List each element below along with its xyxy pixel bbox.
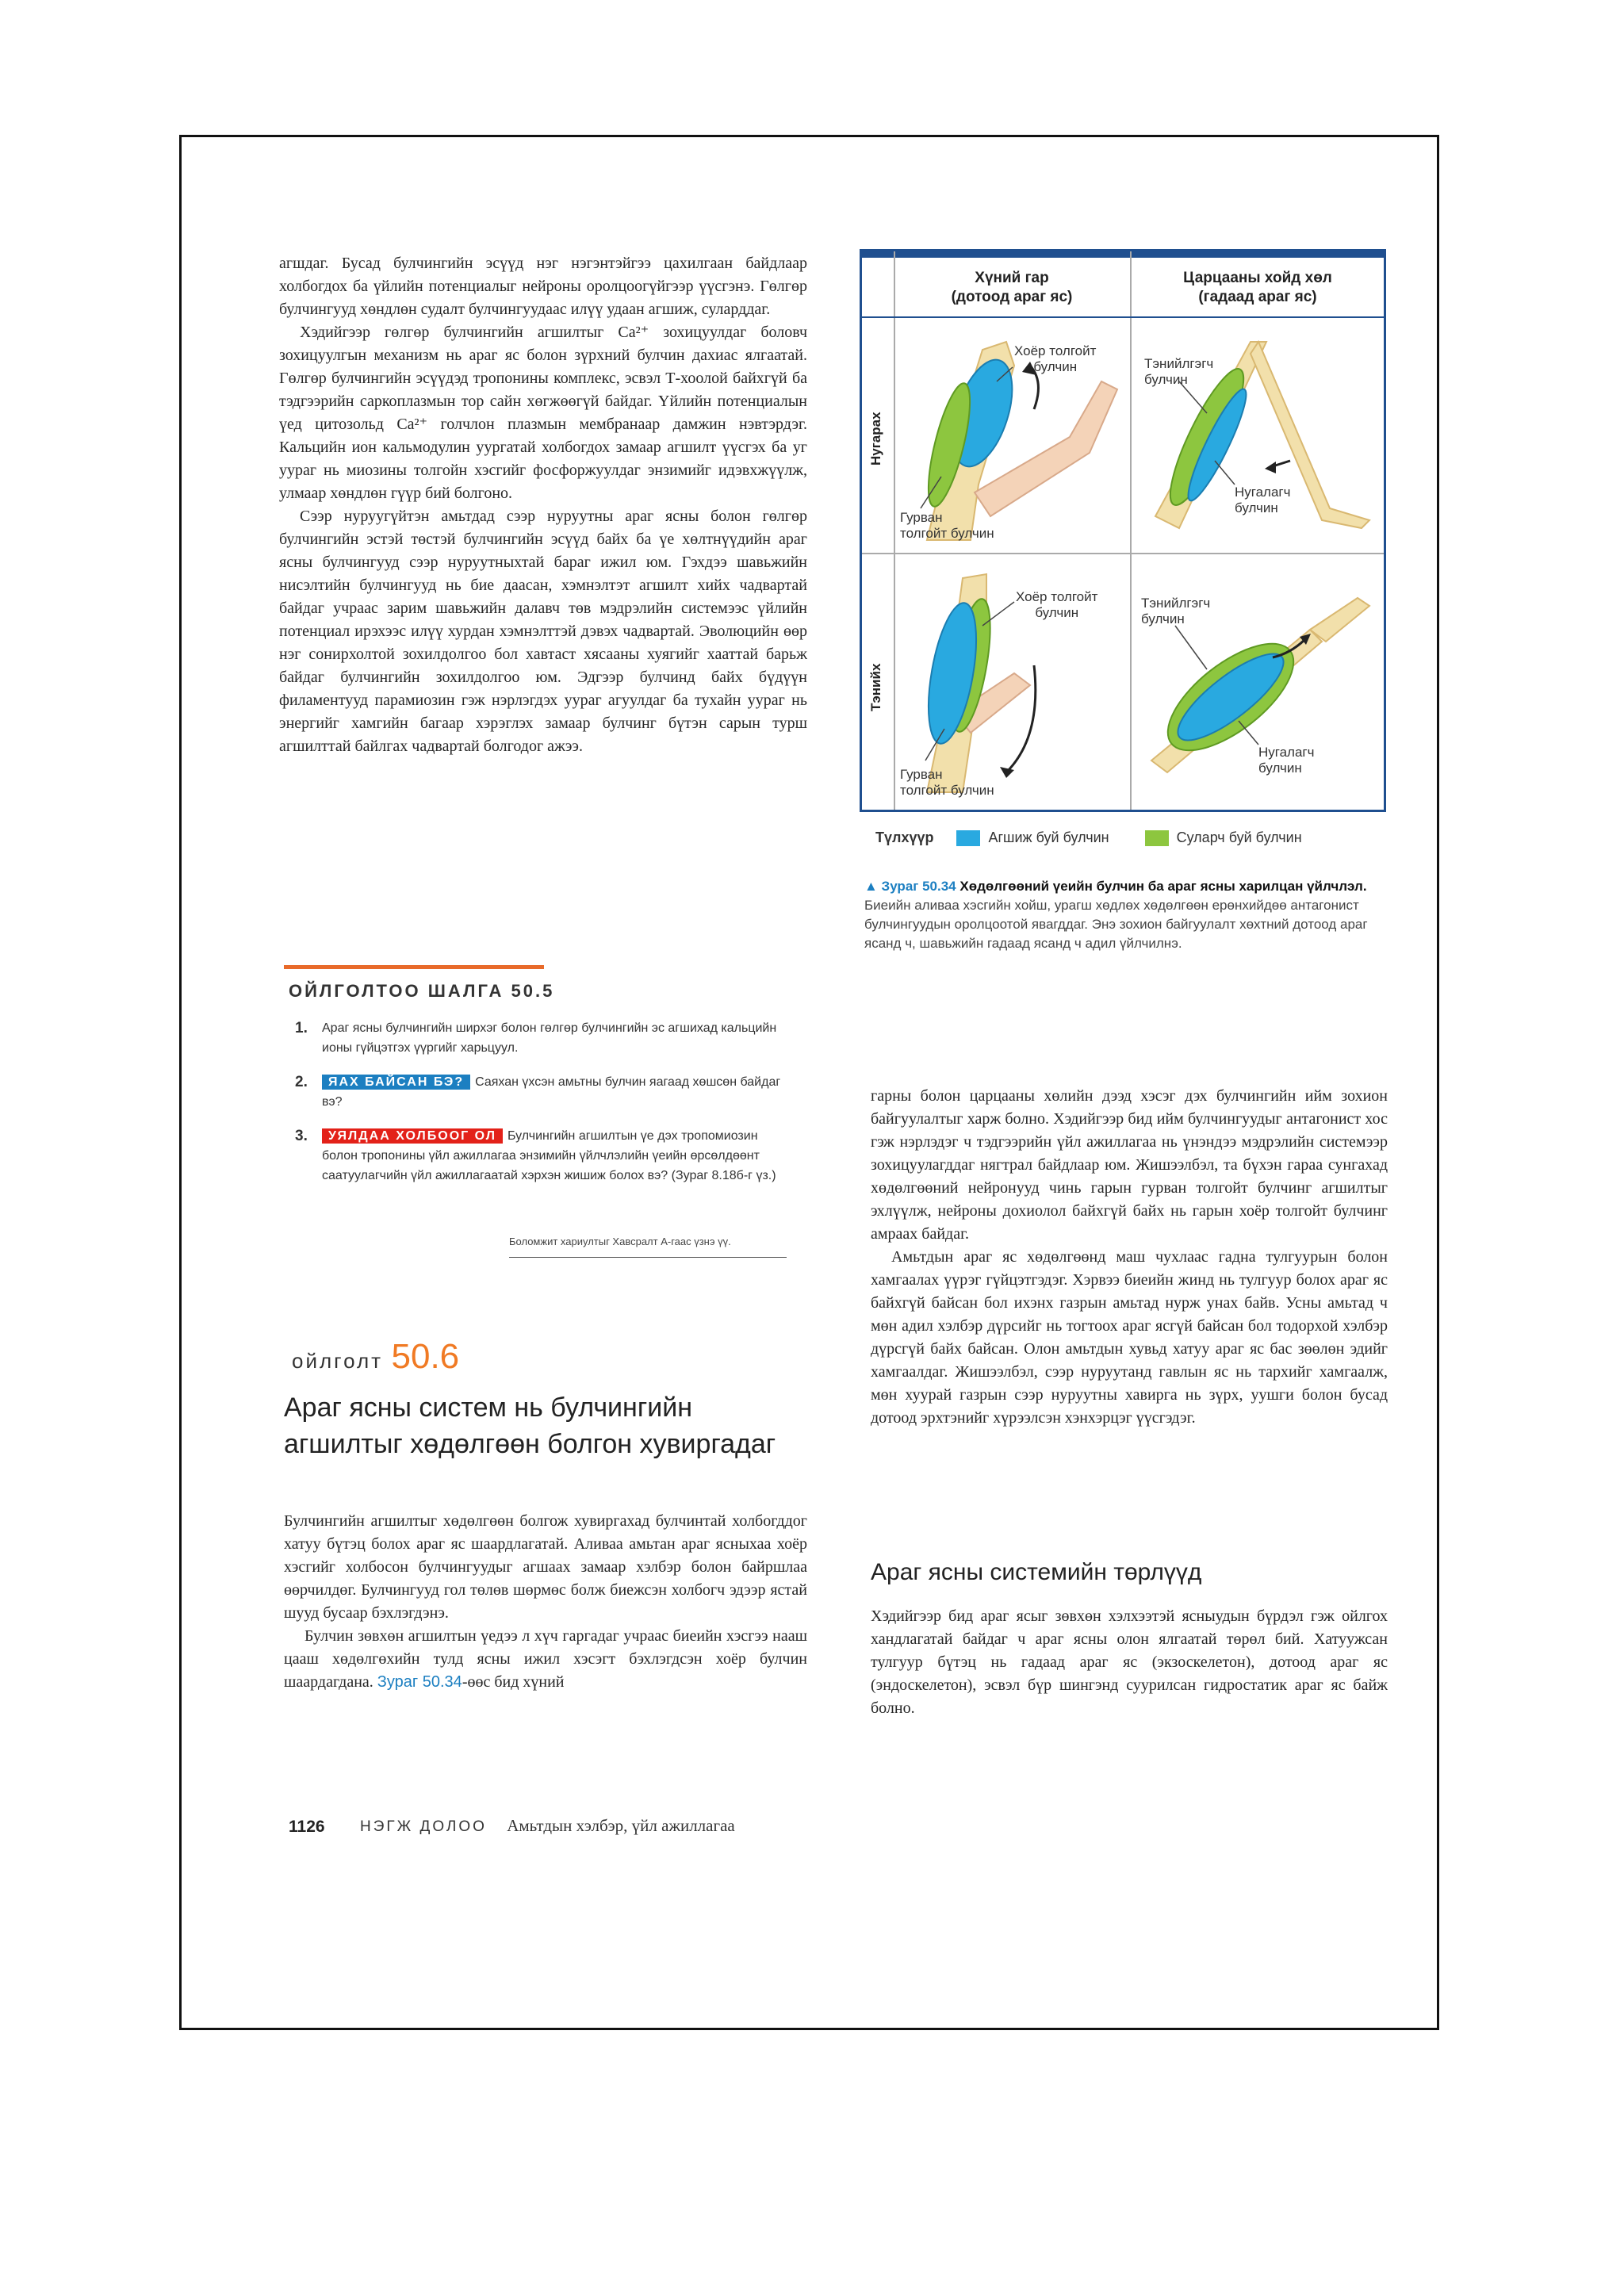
legend-swatch-contracting (956, 830, 980, 846)
paragraph-text: Булчин зөвхөн агшилтын үедээ л хүч гаргадаг учраас биеийн хэсгээ нааш цааш хөдөлгөхийн тулд ясны ижил хэсэгт бэхлэгдсэн хоёр булчин шаардагдана. (284, 1627, 807, 1691)
label-extensor: Тэнийлгэгч булчин (1144, 356, 1214, 387)
review-question (295, 1018, 787, 1058)
paragraph: Сээр нуруугүйтэн амьтдад сээр нуруутны араг ясны болон гөлгөр булчингийн эстэй төстэй булчингийн эсүүд байх ба үе хөлтнүүдийн араг ясны булчингууд сээр нуруутныхтай бараг ижил юм. Гэхдээ шавьжийн нисэлтийн булчингууд нь бие даасан, хэмнэлтэт агшилт хийх чадвартай байдаг учраас зарим шавьжийн далавч төв мэдрэлийн системээс үйлийн потенциал ирэхээс илүү хурдан хэмнэлттэй дэвэх чадвартай. Эволюцийн өөр нэг сонирхолтой зохилдолгоо бол хавтаст хясааны хуягийг хааттай барьж байдаг булчингийн зохилдолгоо юм. Эдгээр булчинд байх бүдүүн филаментууд парамиозин гэж нэрлэгдэх уураг агуулдаг ба тухайн уураг нь энергийг хамгийн багаар хэрэглэх замаар булчинг бүтэн сарын турш агшилттай байлгах чадвартай болгодог ажээ. (279, 508, 807, 755)
legend-relaxing: Суларч буй булчин (1176, 829, 1302, 845)
figure-top-bar (862, 251, 1384, 258)
paragraph: гарны болон царцааны хөлийн дээд хэсэг дэх булчингийн ийм зохион байгуулалтыг харж болно. Хэдийгээр бид ийм булчингуудыг антагонист хос гэж нэрлэдэг ч тэдгээрийн үйл ажиллагаа нь үнэндээ мэдрэлийн системээр зохицуулагддаг нягтрал байдлаар юм. Жишээлбэл, та бүхэн гараа сунгахад хөдөлгөөний нейронууд чинь гарын гурван толгойт булчинг агшилтыг эхлүүлж, нейроны дохиолол байхгүй байх нь гарын хоёр толгойт булчинг амраах байдаг. (871, 1087, 1388, 1243)
left-column-bottom (284, 1510, 807, 1694)
paragraph: Хэдийгээр гөлгөр булчингийн агшилтыг Ca²⁺ зохицуулдаг боловч зохицуулгын механизм нь араг яс болон зүрхний булчин дахиас ялгаатай. Гөлгөр булчингийн эсүүдэд тропонины комплекс, эсвэл Т-хоолой байхгүй ба тэдгээрийн саркоплазмын тор сайн хөгжөөгүй байдаг. Үйлийн потенциалын үед цитозольд Ca²⁺ голчлон плазмын мембранаар дамжин нэвтэрдэг. Кальцийн ион кальмодулин уургатай холбогдох замаар агшилт үүсгэх ба уг уураг нь миозины толгойн хэсгийг фосфоржуулдаг энзимийг идэвхжүүлж, улмаар хөндлөн гүүр бий болгоно. (279, 324, 807, 502)
running-footer (360, 1816, 735, 1836)
caption-title: Хөдөлгөөний үеийн булчин ба араг ясны харилцан үйлчлэл. (959, 879, 1367, 894)
paragraph: Хэдийгээр бид араг ясыг зөвхөн хэлхээтэй ясныудын бүрдэл гэж ойлгох хандлагатай байдаг ч араг ясны олон ялгаатай төрөл бий. Хатуужсан тулгуур бүтэц нь гадаад араг яс (экзоскелетон), дотоод араг яс (эндоскелетон), эсвэл бүр шингэнд суурилсан гидростатик араг яс байж болно. (871, 1607, 1388, 1717)
question-text: Араг ясны булчингийн ширхэг болон гөлгөр булчингийн эс агшихад кальцийн ионы гүйцэтгэх үүргийг харьцуул. (322, 1021, 777, 1055)
arrow-head (1265, 462, 1276, 473)
right-column-bottom (871, 1605, 1388, 1720)
unit-label: НЭГЖ ДОЛОО (360, 1818, 487, 1835)
paragraph: Булчингийн агшилтыг хөдөлгөөн болгож хувиргахад булчинтай холбогддог хатуу бүтэц болох араг яс шаардлагатай. Аливаа амьтан араг ясныхаа хоёр хэсгийг холбосон булчингуудыг агшаах замаар хэлбэр болон байршлаа өөрчилдөг. Булчингууд гол төлөв шөрмөс болж биежсэн холбогч эдээр ястай шууд бусаар бэхлэгдэнэ. (284, 1512, 807, 1622)
leg-extension-illustration (1132, 554, 1384, 810)
row-label-extension: Тэнийх (868, 663, 883, 711)
paragraph: агшдаг. Бусад булчингийн эсүүд нэг нэгэнтэйгээ цахилгаан байдлаар холбогдох ба үйлийн потенциалыг нейроны оролцоогүйгээр үүсгэнэ. Гөлгөр булчингууд хөндлөн судалт булчингуудаас илүү удаан агшиж, суларддаг. (279, 255, 807, 318)
unit-title: Амьтдын хэлбэр, үйл ажиллагаа (507, 1816, 735, 1835)
review-title: ОЙЛГОЛТОО ШАЛГА 50.5 (289, 981, 555, 1001)
label-extensor: Тэнийлгэгч булчин (1141, 596, 1211, 626)
page-number: 1126 (289, 1818, 325, 1836)
row-label-flexion: Нугарах (868, 412, 883, 466)
legend-title: Түлхүүр (875, 829, 934, 845)
col-head-human-arm (894, 269, 1130, 307)
paragraph: Амьтдын араг яс хөдөлгөөнд маш чухлаас гадна тулгуурын болон хамгаалах үүрэг гүйцэтгэдэг. Хэрвээ биеийн жинд нь тулгуур болох араг яс байхгүй байсан бол ихэнх газрын амьтад нурж унах байв. Усны амьтад ч мөн адил хэлбэр дүрсийг нь тогтоох араг ясгүй байсан бол тодорхой хэлбэр дүрсгүй байх байсан. Олон амьтдын хувьд хатуу араг яс бас зөөлөн эдийг хамгаалдаг. Жишээлбэл, сээр нуруутанд гавлын яс нь тархийг хамгаалж, мөн хуурай газрын сээр нуруутны хавирга нь зүрх, уушги болон бусад дотоод эрхтэнийг хүрээлсэн хэнхэрцэг үүсгэдэг. (871, 1248, 1388, 1427)
figure-caption (864, 877, 1388, 953)
col-head-text: Хүний гар (дотоод араг яс) (951, 270, 1073, 305)
left-column-top (279, 252, 807, 758)
label-flexor: Нугалагч булчин (1235, 485, 1291, 515)
figure-50-34 (860, 249, 1386, 812)
col-head-text: Царцааны хойд хөл (гадаад араг яс) (1183, 270, 1332, 305)
caption-text: Биеийн аливаа хэсгийн хойш, урагш хөдлөх хөдөлгөөн ерөнхийдөө антагонист булчингуудын оролцоотой явагддаг. Энэ зохион байгуулалт хөхтний дотоод араг ясанд ч, шавьжийн гадаад ясанд ч адил үйлчилнэ. (864, 898, 1368, 951)
question-text: Саяхан үхсэн амьтны булчин яагаад хөшсөн байдаг вэ? (322, 1075, 781, 1109)
leader-line (1175, 626, 1207, 669)
paragraph (284, 1625, 807, 1694)
concept-number: 50.6 (391, 1337, 460, 1376)
what-if-tag: ЯАХ БАЙСАН БЭ? (322, 1075, 470, 1090)
question-number: 3. (295, 1128, 308, 1144)
col-head-grasshopper-leg (1132, 269, 1384, 307)
section-title: Араг ясны систем нь булчингийн агшилтыг хөдөлгөөн болгон хувиргадаг (284, 1393, 776, 1459)
review-question (295, 1126, 787, 1186)
leg-extension-cell (1132, 554, 1384, 810)
leg-flexion-cell (1132, 318, 1384, 553)
right-column-top (871, 1085, 1388, 1430)
label-flexor: Нугалагч булчин (1258, 745, 1315, 776)
legend-swatch-relaxing (1145, 830, 1169, 846)
legend-contracting: Агшиж буй булчин (988, 829, 1109, 845)
leader-line (1215, 461, 1235, 485)
caption-figure-label: ▲ Зураг 50.34 (864, 879, 956, 894)
arm-extension-cell (895, 554, 1130, 810)
figure-link[interactable]: Зураг 50.34 (377, 1673, 462, 1691)
make-connections-tag: УЯЛДАА ХОЛБООГ ОЛ (322, 1128, 503, 1144)
footnote-rule (509, 1257, 787, 1258)
label-biceps: Хоёр толгойт булчин (1014, 343, 1097, 374)
question-text: Булчингийн агшилтын үе дэх тропомиозин болон тропонины үйл ажиллагаа энзимийн үйлчлэлийн үеийн өрсөлдөөнт саатуулагчийн үйл ажиллагаатай хэрхэн жишиж болох вэ? (Зураг 8.18б-г үз.) (322, 1129, 776, 1182)
question-number: 2. (295, 1074, 308, 1090)
review-questions (295, 1018, 787, 1200)
label-triceps: Гурван толгойт булчин (900, 767, 994, 798)
leg-tibia (1310, 598, 1369, 642)
arm-flexion-cell (895, 318, 1130, 553)
question-number: 1. (295, 1020, 308, 1036)
label-triceps: Гурван толгойт булчин (900, 510, 994, 541)
arrow-head (1000, 767, 1014, 778)
paragraph-tail: -өөс бид хүний (462, 1673, 565, 1691)
review-question (295, 1072, 787, 1112)
review-top-rule (284, 965, 544, 969)
answers-footnote: Боломжит хариултыг Хавсралт А-гаас үзнэ үү. (509, 1236, 731, 1247)
figure-legend (875, 829, 1302, 846)
concept-word: ойлголт (292, 1349, 384, 1373)
leg-flexion-illustration (1132, 318, 1384, 553)
concept-heading (292, 1337, 459, 1377)
label-biceps: Хоёр толгойт булчин (1016, 589, 1098, 620)
subsection-title: Араг ясны системийн төрлүүд (871, 1559, 1202, 1585)
